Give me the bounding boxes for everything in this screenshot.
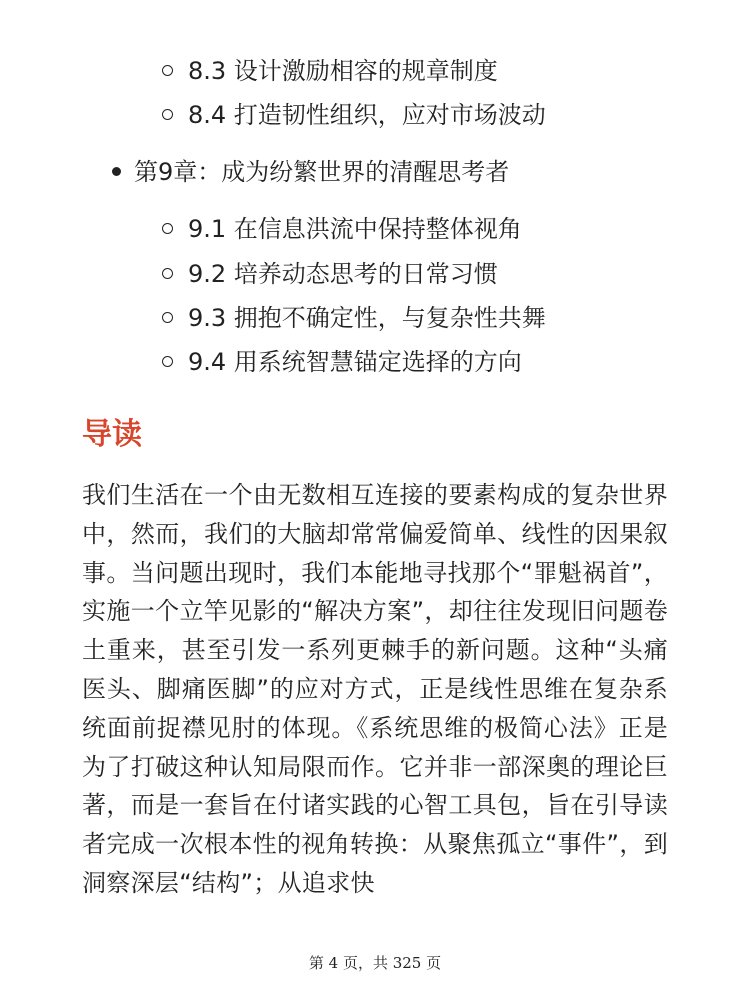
toc-item-9-3: 9.3 拥抱不确定性，与复杂性共舞 (188, 301, 546, 335)
section-heading: 导读 (82, 417, 142, 452)
intro-paragraph: 我们生活在一个由无数相互连接的要素构成的复杂世界中，然而，我们的大脑却常常偏爱简单、线性的因果叙事。当问题出现时，我们本能地寻找那个“罪魁祸首”，实施一个立竿见影的“解决方案”，却往往发现旧问题卷土重来，甚至引发一系列更棘手的新问题。这种“头痛医头、脚痛医脚”的应对方式，正是线性思维在复杂系统面前捉襟见肘的体现。《系统思维的极简心法》正是为了打破这种认知局限而作。它并非一部深奥的理论巨著，而是一套旨在付诸实践的心智工具包，旨在引导读者完成一次根本性的视角转换：从聚焦孤立“事件”，到洞察深层“结构”；从追求快 (82, 481, 668, 897)
toc-item-9-4: 9.4 用系统智慧锚定选择的方向 (188, 345, 522, 379)
toc-chapter-9: 第9章：成为纷繁世界的清醒思考者 (134, 155, 509, 189)
page-number-footer: 第 4 页，共 325 页 (308, 954, 442, 972)
toc-item-9-1: 9.1 在信息洪流中保持整体视角 (188, 212, 522, 246)
toc-item-8-3: 8.3 设计激励相容的规章制度 (188, 54, 498, 88)
toc-item-9-2: 9.2 培养动态思考的日常习惯 (188, 257, 498, 291)
toc-item-8-4: 8.4 打造韧性组织，应对市场波动 (188, 98, 546, 132)
